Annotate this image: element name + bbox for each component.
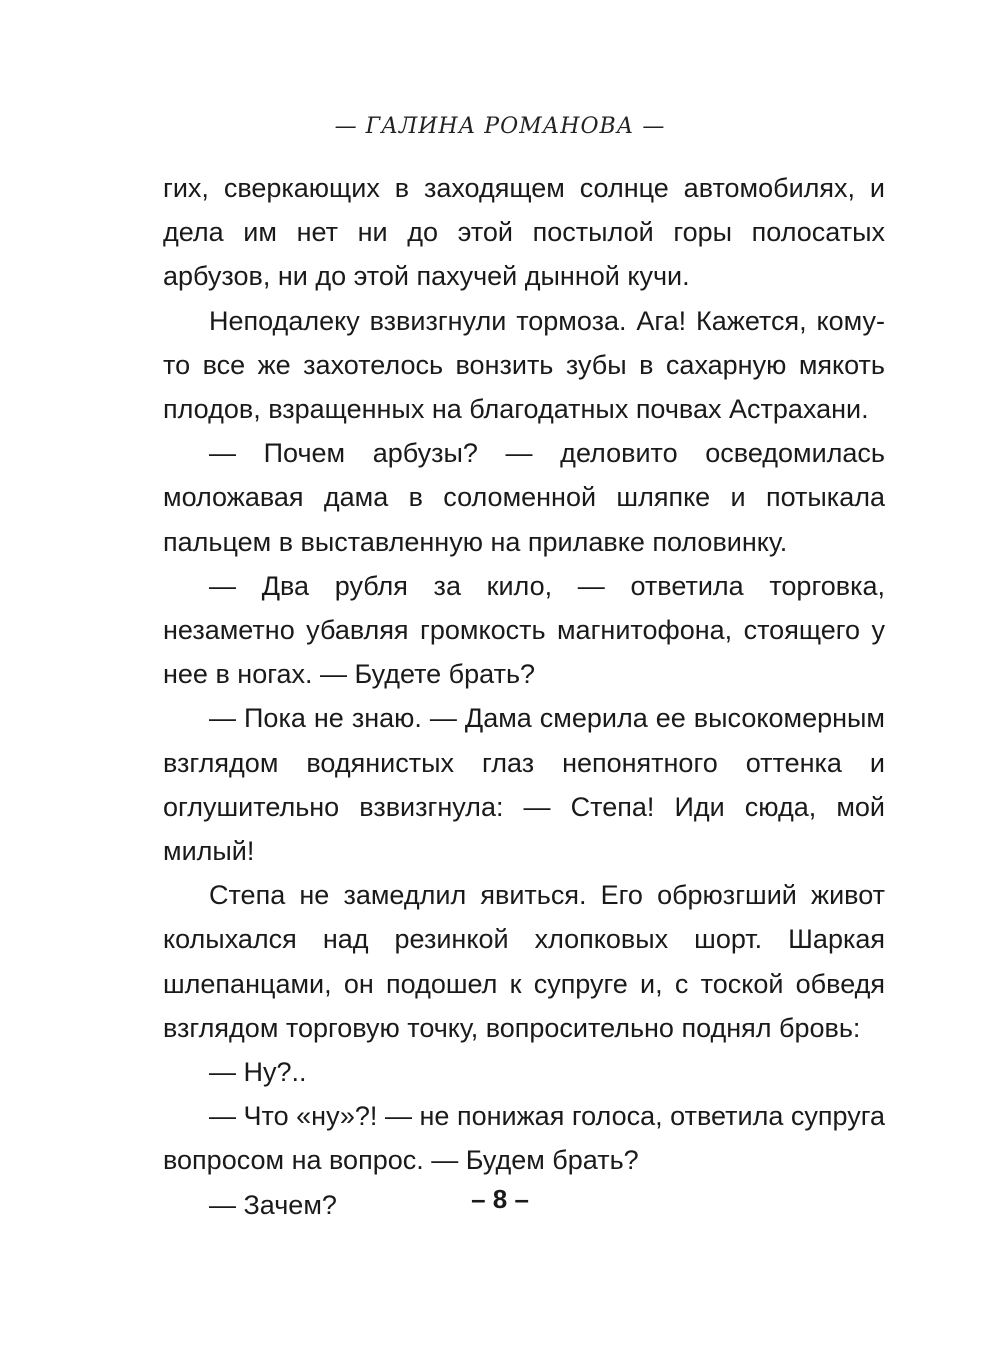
paragraph-dialogue: — Ну?.. [209,1057,307,1088]
paragraph-dialogue: — Что «ну»?! — не понижая голоса, ответила супруга вопросом на вопрос. — Будем брать? [163,1101,885,1176]
paragraph-dialogue: — Почем арбузы? — деловито осведомилась моложавая дама в соломенной шляпке и потыкала пальцем в выставленную на прилавке половинку. [163,438,885,557]
body-text [163,166,885,1227]
paragraph: Степа не замедлил явиться. Его обрюзгший живот колыхался над резинкой хлопковых шорт. Шаркая шлепанцами, он подошел к супруге и, с тоской обведя взглядом торговую точку, вопросительно поднял бровь: [163,880,885,1043]
paragraph: Неподалеку взвизгнули тормоза. Ага! Кажется, кому-то все же захотелось вонзить зубы в сахарную мякоть плодов, взращенных на благодатных почвах Астрахани. [163,305,885,425]
paragraph-dialogue: — Зачем? [209,1189,337,1220]
paragraph-continued: гих, сверкающих в заходящем солнце автомобилях, и дела им нет ни до этой постылой горы полосатых арбузов, ни до этой пахучей дынной кучи. [163,173,885,292]
running-head: — ГАЛИНА РОМАНОВА — [334,114,666,139]
page-number: – 8 – [471,1184,529,1214]
paragraph-dialogue: — Пока не знаю. — Дама смерила ее высокомерным взглядом водянистых глаз непонятного оттенка и оглушительно взвизгнула: — Степа! Иди сюда, мой милый! [163,703,885,867]
paragraph-dialogue: — Два рубля за кило, — ответила торговка, незаметно убавляя громкость магнитофона, стоящего у нее в ногах. — Будете брать? [163,570,885,690]
